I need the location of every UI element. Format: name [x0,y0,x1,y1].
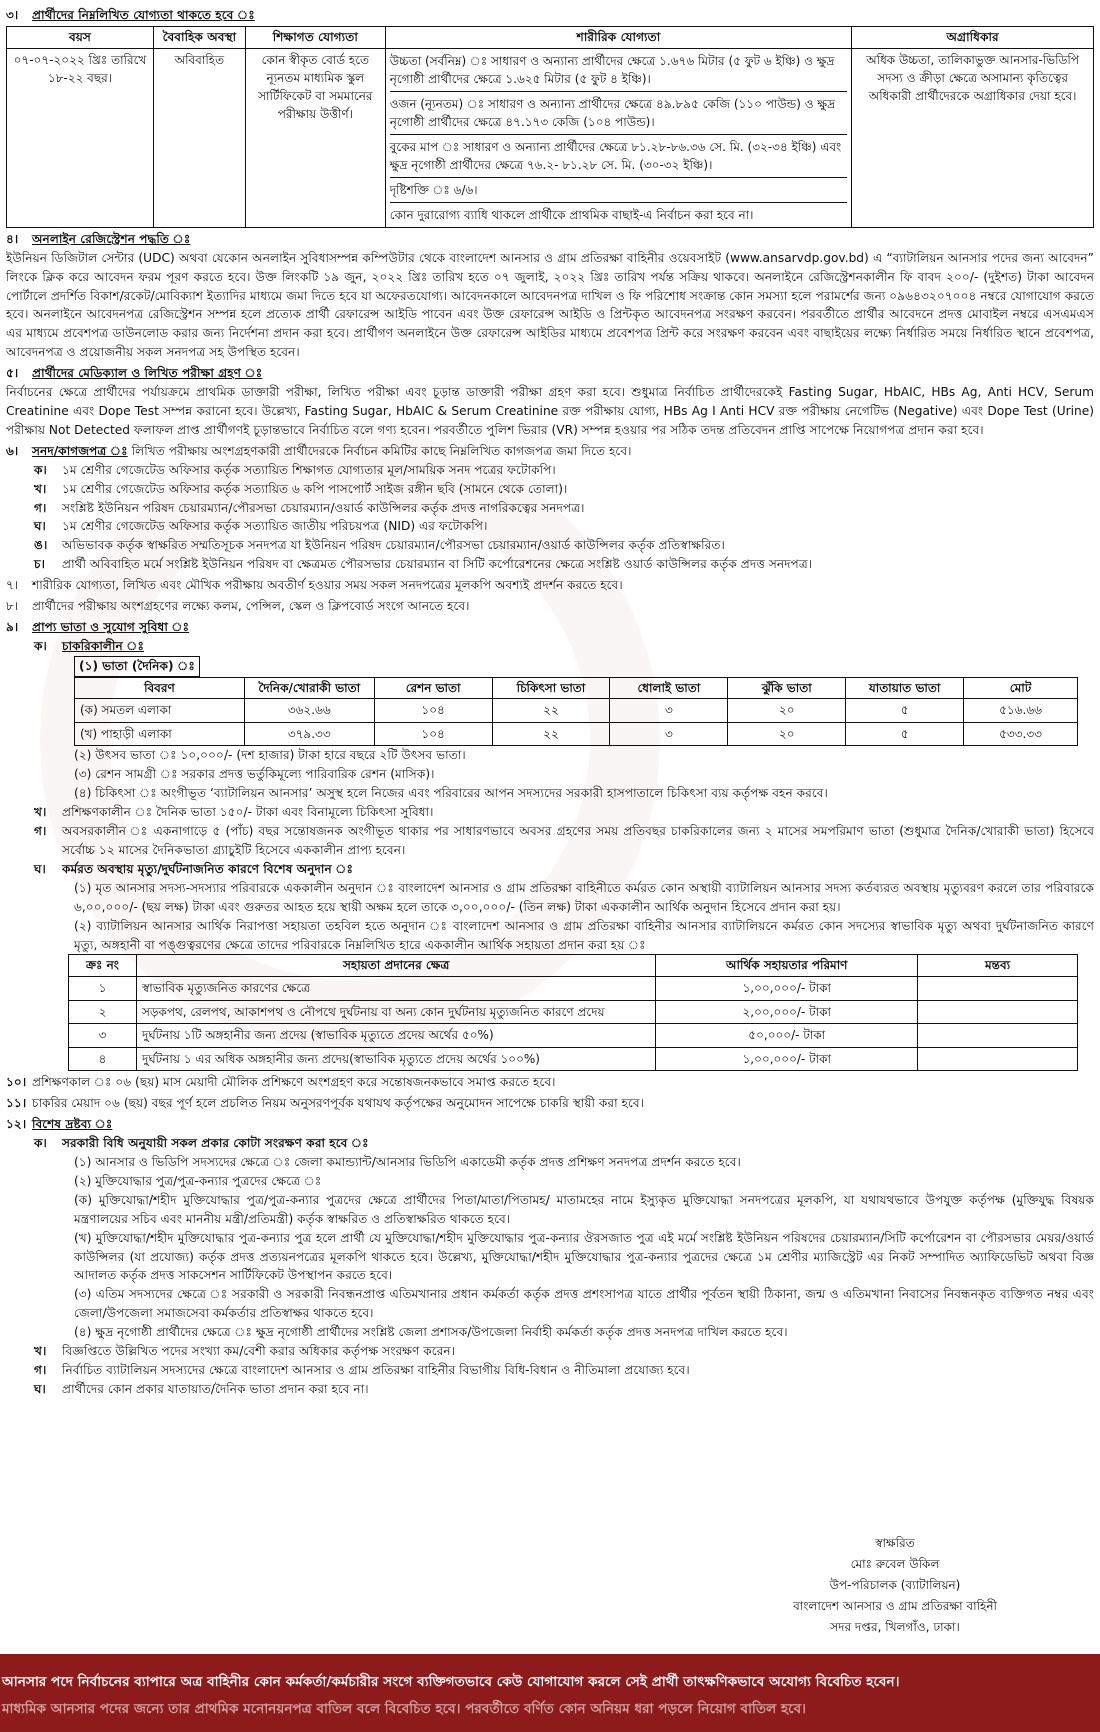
section-number: ১১। [6,1096,27,1111]
table-cell: ৩৬২.৬৬ [244,699,374,723]
item-text: ১ম শ্রেণীর গেজেটেড অফিসার কর্তৃক সত্যায়িত জাতীয় পরিচয়পত্র (NID) এর ফটোকপি। [62,519,488,534]
training-period-item [6,803,1094,822]
service-period-heading [6,637,1094,656]
table-cell: ২,০০,০০০/- টাকা [656,1000,918,1024]
quota-orphan: (৩) এতিম সদস্যদের ক্ষেত্রে ঃ সরকারী ও সরকারী নিবন্ধনপ্রাপ্ত এতিমখানার প্রধান কর্মকর্তা কর্তৃক প্রদত্ত প্রশংসাপত্র যাতে প্রার্থীর পূর্বতন স্থায়ী ঠিকানা, জন্ম ও এতিমখানা নিবাসের নিবন্ধনকৃত ব্যক্তিগত নম্বর এবং জেলা/উপজেলা সমাজসেবা কর্মকর্তার প্রতিস্বাক্ষর থাকতে হবে। [74,1287,1094,1321]
table-cell: দুর্ঘটনায় ১ এর অধিক অঙ্গহানীর জন্য প্রদেয়(স্বাভাবিক মৃত্যুতে প্রদেয় অর্থের ১০০%) [136,1047,655,1071]
table-header-row [69,955,1078,977]
death-grant-text: (১) মৃত আনসার সদস্য-সদস্যার পরিবারকে এককালীন অনুদান ঃ বাংলাদেশ আনসার ও গ্রাম প্রতিরক্ষা বাহিনীতে কর্মরত কোন অস্থায়ী ব্যাটালিয়ন আনসার সদস্য কর্তব্যরত অবস্থায় মৃত্যুবরণ করলে তার পরিবারকে ৬,০০,০০০/- (ছয় লক্ষ) টাকা এবং গুরুতর আহত হয়ে স্থায়ী অক্ষম হলে তাকে ৩,০০,০০০/- (তিন লক্ষ) টাকা এককালীন আর্থিক অনুদান হিসেবে প্রদান করা হয়। [74,880,1094,914]
quota-freedom-fighter: (২) মুক্তিযোদ্ধার পুত্র/পুত্র-কন্যার পুত্রদের ক্ষেত্রে ঃ [74,1173,322,1188]
table-cell: ৫৩৩.৩৩ [964,722,1078,746]
col-header: আর্থিক সহায়তার পরিমাণ [656,955,918,977]
item-title: চাকরিকালীন ঃ [62,638,145,653]
table-row [75,699,1078,723]
table-cell: (খ) পাহাড়ী এলাকা [75,722,245,746]
grant-table [68,954,1078,1071]
list-item [6,1380,1094,1399]
table-cell [918,1047,1078,1071]
item-text: সরকারী বিধি অনুযায়ী সকল প্রকার কোটা সংরক্ষণ করা হবে ঃ [62,1136,369,1151]
table-row [69,1047,1078,1071]
table-cell: ২২ [492,699,610,723]
item-text: অভিভাবক কর্তৃক স্বাক্ষরিত সম্মতিসূচক সনদপত্র যা ইউনিয়ন পরিষদ চেয়ারম্যান/পৌরসভা চেয়ারম্যান/ওয়ার্ড কাউন্সিলর কর্তৃক প্রতিস্বাক্ষরিত। [62,538,725,553]
section-text: প্রশিক্ষণকাল ঃ ০৬ (ছয়) মাস মেয়াদী মৌলিক প্রশিক্ষণে অংশগ্রহণ করে সন্তোষজনকভাবে সমাপ্ত করতে হবে। [32,1075,556,1090]
list-item [6,555,1094,574]
col-header: ক্রঃ নং [69,955,137,977]
circular-page [6,4,1094,1399]
table-header-row [75,677,1078,699]
allowance-title: (১) ভাতা (দৈনিক) ঃ [74,656,200,677]
section-title: প্রার্থীদের নিম্নলিখিত যোগ্যতা থাকতে হবে ঃ [32,8,255,22]
section-number: ৪। [6,231,19,246]
table-cell: ২ [69,1000,137,1024]
allowance-table [74,677,1078,747]
col-header-marital: বৈবাহিক অবস্থা [153,26,245,48]
ration-allowance: (৩) রেশন সামগ্রী ঃ সরকার প্রদত্ত ভর্তুকিমূল্যে পারিবারিক রেশন (মাসিক)। [74,767,435,782]
section-12-heading [6,1115,1094,1134]
section-title: অনলাইন রেজিস্ট্রেশন পদ্ধতি ঃ [32,231,191,246]
section-number: ১০। [6,1075,27,1090]
education-cell: কোন স্বীকৃত বোর্ড হতে ন্যূনতম মাধ্যমিক স্কুল সার্টিফিকেট বা সমমানের পরীক্ষায় উত্তীর্ণ। [245,48,385,227]
item-text: প্রার্থীদের কোন প্রকার যাতায়াত/দৈনিক ভাতা প্রদান করা হবে না। [62,1381,369,1396]
section-7 [6,576,1094,595]
item-text: বিজ্ঞপ্তিতে উল্লিখিত পদের সংখ্যা কম/বেশী করার অধিকার কর্তৃপক্ষ সংরক্ষণ করেন। [62,1344,456,1359]
item-key: গ। [34,1362,47,1377]
col-header-age: বয়স [7,26,154,48]
table-cell: ৩৭৯.৩৩ [244,722,374,746]
table-cell: ৩ [610,699,728,723]
item-key: ঙ। [34,538,48,553]
list-item [6,536,1094,555]
signatory-name: মোঃ রুবেল উকিল [850,1557,940,1571]
section-number: ৯। [6,619,19,634]
col-header-physical: শারীরিক যোগ্যতা [385,26,851,48]
marital-cell: অবিবাহিত [153,48,245,227]
item-key: ক। [34,1136,47,1151]
online-registration-text: ইউনিয়ন ডিজিটাল সেন্টার (UDC) অথবা যেকোন অনলাইন সুবিধাসম্পন্ন কম্পিউটার থেকে বাংলাদেশ আনসার ও গ্রাম প্রতিরক্ষা বাহিনীর ওয়েবসাইট (www.ansarvdp.gov.bd) এ “ব্যাটালিয়ন আনসার পদের জন্য আবেদন” লিংকে ক্লিক করে আবেদন ফরম পূরণ করতে হবে। উক্ত লিংকটি ১৯ জুন, ২০২২ খ্রিঃ তারিখ হতে ০৭ জুলাই, ২০২২ খ্রিঃ তারিখ পর্যন্ত সক্রিয় থাকবে। অনলাইনে রেজিস্ট্রেশনকালীন ফি বাবদ ২০০/- (দুইশত) টাকা আবেদন পোর্টালে প্রদর্শিত বিকাশ/রকেট/মোবিক্যাশ ইত্যাদির মাধ্যমে জমা দিতে হবে যা অফেরতযোগ্য। আবেদনকালে আবেদনপত্র দাখিল ও ফি পরিশোধ সংক্রান্ত কোন সমস্যা হলে পরামর্শের জন্য ০৯৬৪৩২০৭০০৪ নম্বরে যোগাযোগ করতে হবে। অনলাইনে আবেদনপত্র রেজিস্ট্রেশন সম্পন্ন হলে প্রত্যেক প্রার্থী রেফারেন্স আইডি পাবেন এবং উক্ত রেফারেন্স আইডি ও প্রিন্টকৃত আবেদনপত্র সংরক্ষণ করবেন। পরবর্তীতে প্রার্থীর আবেদনে প্রদত্ত মোবাইল নম্বরে এসএমএস এর মাধ্যমে প্রবেশপত্র ডাউনলোড করার জন্য নির্দেশনা প্রদান করা হবে। প্রার্থীগণ অনলাইনে উক্ত রেফারেন্স আইডির মাধ্যমে প্রবেশপত্র প্রিন্ট করে সংরক্ষণ করবেন এবং বাছাইয়ের লক্ষ্যে নির্ধারিত সময়ে নির্ধারিত স্থানে প্রবেশপত্র, আবেদনপত্র ও প্রয়োজনীয় সকল সনদপত্র সহ উপস্থিত হবেন। [6,250,1094,360]
physical-cell [385,48,851,227]
special-grant-heading [6,860,1094,879]
height-requirement: উচ্চতা (সর্বনিম্ন) ঃ সাধারণ ও অন্যান্য প্রার্থীদের ক্ষেত্রে ১.৬৭৬ মিটার (৫ ফুট ৬ ইঞ্চি) ও ক্ষুদ্র নৃগোষ্ঠী প্রার্থীদের ক্ষেত্রে ১.৬২৫ মিটার (৫ ফুট ৪ ইঞ্চি)। [390,49,847,92]
table-cell: ১০৪ [374,699,492,723]
item-key: ঘ। [34,519,46,534]
col-header: দৈনিক/খোরাকী ভাতা [244,677,374,699]
col-header: চিকিৎসা ভাতা [492,677,610,699]
eyesight-requirement: দৃষ্টিশক্তি ঃ ৬/৬। [390,178,847,203]
item-text: প্রার্থী অবিবাহিত মর্মে সংশ্লিষ্ট ইউনিয়ন পরিষদ বা ক্ষেত্রমত পৌরসভার চেয়ারম্যান বা সিটি কর্পোরেশনের ক্ষেত্রে সংশ্লিষ্ট ওয়ার্ড কাউন্সিলর কর্তৃক প্রদত্ত সনদপত্র। [62,557,813,572]
section-9-heading [6,618,1094,637]
medical-exam-text: নির্বাচনের ক্ষেত্রে প্রার্থীদের পর্যায়ক্রমে প্রাথমিক ডাক্তারী পরীক্ষা, লিখিত পরীক্ষা এবং চূড়ান্ত ডাক্তারী পরীক্ষা গ্রহণ করা হবে। শুধুমাত্র নির্বাচিত প্রার্থীদেরকেই Fasting Sugar, HbAIC, HBs Ag, Anti HCV, Serum Creatinine এবং Dope Test সম্পন্ন করানো হবে। উল্লেখ্য, Fasting Sugar, HbAIC & Serum Creatinine রক্ত পরীক্ষায় যোগ্য, HBs Ag I Anti HCV রক্ত পরীক্ষায় নেগেটিভ (Negative) এবং Dope Test (Urine) পরীক্ষায় Not Detected ফলাফল প্রাপ্ত প্রার্থীগণই চূড়ান্তভাবে নির্বাচিত বলে গণ্য হবেন। পরবর্তীতে পুলিশ ভিরার (VR) সম্পন্ন হওয়ার পর সঠিক তদন্ত প্রতিবেদন প্রাপ্তি সাপেক্ষে নিয়োগপত্র প্রদান করা হবে। [6,385,1094,437]
grant-table-wrap [6,954,1094,1071]
section-10 [6,1073,1094,1092]
warning-footer [0,1654,1100,1732]
col-header: ঝুঁকি ভাতা [728,677,846,699]
documents-list [6,461,1094,574]
section-title: প্রার্থীদের মেডিক্যাল ও লিখিত পরীক্ষা গ্রহণ ঃ [32,366,263,381]
item-key: ক। [34,638,47,653]
list-item [6,480,1094,499]
col-header: বিবরণ [75,677,245,699]
item-key: গ। [34,500,47,515]
welfare-grant-text: (২) ব্যাটালিয়ন আনসার আর্থিক নিরাপত্তা সহায়তা তহবিল হতে অনুদান ঃ বাংলাদেশ আনসার ও গ্রাম প্রতিরক্ষা বাহিনীর আনসার ব্যাটালিয়নে কর্মরত কোন সদস্যের স্বাভাবিক মৃত্যু অথবা দুর্ঘটনাজনিত কারণে মৃত্যু, অঙ্গহানী বা পঙ্গুত্বরণের ক্ষেত্রে তাদের পরিবারকে নিম্নলিখিত হারে এককালীন আর্থিক সহায়তা প্রদান করা হয় ঃ [74,918,1094,952]
table-cell: ২২ [492,722,610,746]
signature-label: স্বাক্ষরিত [875,1536,915,1550]
col-header: রেশন ভাতা [374,677,492,699]
list-item [6,1361,1094,1380]
table-cell: ২০ [728,699,846,723]
signatory-organization: বাংলাদেশ আনসার ও গ্রাম প্রতিরক্ষা বাহিনী [793,1599,997,1613]
table-cell: ১,০০,০০০/- টাকা [656,1047,918,1071]
section-text: শারীরিক যোগ্যতা, লিখিত এবং মৌখিক পরীক্ষায় অবতীর্ণ হওয়ার সময় সকল সনদপত্রের মূলকপি অবশ্যই প্রদর্শন করতে হবে। [32,578,623,593]
table-row [75,722,1078,746]
col-header: ধোলাই ভাতা [610,677,728,699]
section-text: প্রার্থীদের পরীক্ষায় অংশগ্রহণের লক্ষ্যে কলম, পেন্সিল, স্কেল ও ক্লিপবোর্ড সংগে আনতে হবে। [32,599,470,614]
table-cell: স্বাভাবিক মৃত্যুজনিত কারণের ক্ষেত্রে [136,977,655,1001]
section-number: ৬। [6,443,19,458]
item-text: ১ম শ্রেণীর গেজেটেড অফিসার কর্তৃক সত্যায়িত শিক্ষাগত যোগ্যতার মূল/সাময়িক সনদ পত্রের ফটোকপি। [62,462,556,477]
table-cell [918,1000,1078,1024]
table-cell: দুর্ঘটনায় ১টি অঙ্গহানীর জন্য প্রদেয় (স্বাভাবিক মৃত্যুতে প্রদেয় অর্থের ৫০%) [136,1024,655,1048]
table-row [69,1000,1078,1024]
signature-block [760,1533,1030,1638]
section-6-heading [6,442,1094,461]
quota-ethnic: (৪) ক্ষুদ্র নৃগোষ্ঠী প্রার্থীদের ক্ষেত্রে ঃ ক্ষুদ্র নৃগোষ্ঠী প্রার্থীদের সংশ্লিষ্ট জেলা প্রশাসক/উপজেলা নির্বাহী কর্মকর্তা কর্তৃক প্রদত্ত সনদপত্র দাখিল করতে হবে। [74,1325,788,1340]
footer-warning-line-cut: মাধ্যমিক আনসার পদের জন্যে তার প্রাথমিক মনোনয়নপত্র বাতিল বলে বিবেচিত হবে। পরবর্তীতে বর্ণিত কোন অনিয়ম ধরা পড়লে নিয়োগ বাতিল হবে। [2,1701,807,1718]
item-key: খ। [34,1344,47,1359]
table-cell: ৫০,০০০/- টাকা [656,1024,918,1048]
list-item [6,461,1094,480]
item-key: খ। [34,481,47,496]
age-cell: ০৭-০৭-২০২২ খ্রিঃ তারিখে ১৮-২২ বছর। [7,48,154,227]
table-cell: ১ [69,977,137,1001]
col-header: সহায়তা প্রদানের ক্ষেত্র [136,955,655,977]
table-row [69,1024,1078,1048]
item-key: গ। [34,824,47,839]
table-row [69,977,1078,1001]
item-key: ক। [34,462,47,477]
list-item [6,517,1094,536]
signatory-address: সদর দপ্তর, খিলগাঁও, ঢাকা। [830,1620,960,1634]
table-row [7,48,1094,227]
list-item [6,499,1094,518]
quota-ansar: (১) আনসার ও ভিডিপি সদস্যদের ক্ষেত্রে ঃ জেলা কমান্ড্যান্ট/আনসার ভিডিপি একাডেমী কর্তৃক প্রদত্ত প্রশিক্ষণ সনদপত্র প্রদর্শন করতে হবে। [74,1155,741,1169]
table-cell: ২০ [728,722,846,746]
table-cell: ৫ [846,699,964,723]
section-text: চাকরির মেয়াদ ০৬ (ছয়) বছর পূর্ণ হলে প্রচলিত নিয়ম অনুসরণপূর্বক যথাযথ কর্তৃপক্ষের অনুমোদন সাপেক্ষে চাকরি স্থায়ী করা হবে। [32,1096,644,1111]
section-lead: লিখিত পরীক্ষায় অংশগ্রহণকারী প্রার্থীদেরকে নির্বাচন কমিটির কাছে নিম্নলিখিত কাগজপত্র জমা দিতে হবে। [131,443,632,458]
table-cell: সড়কপথ, রেলপথ, আকাশপথ ও নৌপথে দুর্ঘটনায় বা অন্য কোন দুর্ঘটনায় মৃত্যুজনিত কারণে প্রদেয় [136,1000,655,1024]
section-8 [6,597,1094,616]
item-text: প্রশিক্ষণকালীন ঃ দৈনিক ভাতা ১৫০/- টাকা এবং বিনামূল্যে চিকিৎসা সুবিধা। [62,805,434,820]
section-number: ১২। [6,1117,27,1132]
item-text: সংশ্লিষ্ট ইউনিয়ন পরিষদ চেয়ারম্যান/পৌরসভা চেয়ারম্যান/ওয়ার্ড কাউন্সিলর কর্তৃক প্রদত্ত নাগরিকত্বের সনদপত্র। [62,500,585,515]
col-header-priority: অগ্রাধিকার [852,26,1094,48]
section-title: সনদ/কাগজপত্র ঃ [32,443,128,458]
col-header: মন্তব্য [918,955,1078,977]
table-cell [918,1024,1078,1048]
table-cell: ১,০০,০০০/- টাকা [656,977,918,1001]
qualification-table [6,26,1094,228]
table-cell [918,977,1078,1001]
section-5-heading [6,364,1094,383]
section-number: ৮। [6,599,19,614]
table-cell: ৩ [69,1024,137,1048]
item-key: ঘ। [34,1381,46,1396]
quota-freedom-fighter-a: (ক) মুক্তিযোদ্ধা/শহীদ মুক্তিযোদ্ধার পুত্র/পুত্র-কন্যার পুত্রদের ক্ষেত্রে প্রার্থীদের পিতা/মাতা/পিতামহ/ মাতামহের নামে ইস্যুকৃত মুক্তিযোদ্ধা সনদপত্রের মূলকপি, যা যথাযথভাবে উপযুক্ত কর্তৃপক্ষ (মুক্তিযুদ্ধ বিষয়ক মন্ত্রণালয়ের সচিব এবং মাননীয় মন্ত্রী/প্রতিমন্ত্রী) কর্তৃক স্বাক্ষরিত ও প্রতিস্বাক্ষরিত থাকতে হবে। [74,1192,1094,1226]
quota-item [6,1134,1094,1153]
footer-warning-line: আনসার পদে নির্বাচনের ব্যাপারে অত্র বাহিনীর কোন কর্মকর্তা/কর্মচারীর সংগে ব্যক্তিগতভাবে কেউ যোগাযোগ করলে সেই প্রার্থী তাৎক্ষণিকভাবে অযোগ্য বিবেচিত হবেন। [2,1674,900,1690]
col-header-education: শিক্ষাগত যোগ্যতা [245,26,385,48]
section-number: ৭। [6,578,19,593]
quota-freedom-fighter-b: (খ) মুক্তিযোদ্ধা/শহীদ মুক্তিযোদ্ধার পুত্র-কন্যার পুত্র হলে প্রার্থী যে মুক্তিযোদ্ধা/শহীদ মুক্তিযোদ্ধার পুত্র-কন্যার ঔরসজাত পুত্র এই মর্মে সংশ্লিষ্ট ইউনিয়ন পরিষদের চেয়ারম্যান/সিটি কর্পোরেশন বা পৌরসভার মেয়র/ওয়ার্ড কাউন্সিলর (যা প্রযোজ্য) কর্তৃক প্রদত্ত প্রত্যয়নপত্রের মূলকপি থাকতে হবে। উল্লেখ্য, মুক্তিযোদ্ধা/শহীদ মুক্তিযোদ্ধার পুত্র-কন্যার পুত্রদের ক্ষেত্রে ১ম শ্রেণীর ম্যাজিস্ট্রেট এর নিকট সম্পাদিত অ্যাফিডেভিট অথবা বিজ্ঞ আদালত কর্তৃক প্রদত্ত সাকসেশন সার্টিফিকেট উপস্থাপন করতে হবে। [74,1230,1094,1283]
item-key: চ। [34,557,45,572]
section-number: ৫। [6,366,19,381]
section-title: বিশেষ দ্রষ্টব্য ঃ [32,1117,113,1132]
section-number: ৩। [6,8,19,22]
disease-note: কোন দুরারোগ্য ব্যাধি থাকলে প্রার্থীকে প্রাথমিক বাছাই-এ নির্বাচন করা হবে না। [389,207,754,222]
table-cell: ৫ [846,722,964,746]
col-header: মোট [964,677,1078,699]
medical-allowance: (৪) চিকিৎসা ঃ অংগীভূত ‘ব্যাটালিয়ন আনসার’ অসুস্থ হলে নিজের এবং পরিবারের আপন সদস্যদের সরকারী হাসপাতালে চিকিৎসা ব্যয় কর্তৃপক্ষ বহন করবে। [74,786,828,801]
table-cell: ৩ [610,722,728,746]
table-header-row [7,26,1094,48]
allowance-block [6,656,1094,747]
chest-requirement: বুকের মাপ ঃ সাধারণ ও অন্যান্য প্রার্থীদের ক্ষেত্রে ৮১.২৮-৮৬.৩৬ সে. মি. (৩২-৩৪ ইঞ্চি) এবং ক্ষুদ্র নৃগোষ্ঠী প্রার্থীদের ক্ষেত্রে ৭৬.২- ৮১.২৮ সে. মি. (৩০-৩২ ইঞ্চি)। [390,135,847,178]
signatory-designation: উপ-পরিচালক (ব্যাটালিয়ন) [829,1578,961,1592]
section-title: প্রাপ্য ভাতা ও সুযোগ সুবিধা ঃ [32,619,190,634]
item-text: অবসরকালীন ঃ একনাগাড়ে ৫ (পাঁচ) বছর সন্তোষজনক অংগীভূত থাকার পর সাধারণভাবে অবসর গ্রহণের সময় প্রতিবছর চাকরিকালের জন্য ২ মাসের সমপরিমাণ ভাতা (শুধুমাত্র দৈনিক/খোরাকী ভাতা) হিসেবে সর্বোচ্চ ১২ মাসের দৈনিকভাতা গ্র্যাচুইটি হিসেবে এককালীন প্রাপ্য হবেন। [62,824,1094,857]
table-cell: (ক) সমতল এলাকা [75,699,245,723]
section-3-heading [6,6,1094,25]
table-cell: ৪ [69,1047,137,1071]
priority-cell: অধিক উচ্চতা, তালিকাভুক্ত আনসার-ভিডিপি সদস্য ও ক্রীড়া ক্ষেত্রে অসামান্য কৃতিত্বের অধিকারী প্রার্থীদেরকে অগ্রাধিকার দেয়া হবে। [852,48,1094,227]
item-key: ঘ। [34,861,46,876]
retirement-item [6,822,1094,860]
item-key: খ। [34,805,47,820]
table-cell: ৫১৬.৬৬ [964,699,1078,723]
table-cell: ১০৪ [374,722,492,746]
section-11 [6,1094,1094,1113]
item-text: ১ম শ্রেণীর গেজেটেড অফিসার কর্তৃক সত্যায়িত ৬ কপি পাসপোর্ট সাইজ রঙ্গীন ছবি (সামনে থেকে তোলা)। [62,481,568,496]
section-4-heading [6,230,1094,249]
item-title: কর্মরত অবস্থায় মৃত্যু/দুর্ঘটনাজনিত কারণে বিশেষ অনুদান ঃ [62,861,354,876]
list-item [6,1342,1094,1361]
col-header: যাতায়াত ভাতা [846,677,964,699]
festival-allowance: (২) উৎসব ভাতা ঃ ১০,০০০/- (দশ হাজার) টাকা হারে বছরে ২টি উৎসব ভাতা। [74,748,466,763]
item-text: নির্বাচিত ব্যাটালিয়ন সদস্যদের ক্ষেত্রে বাংলাদেশ আনসার ও গ্রাম প্রতিরক্ষা বাহিনীর বিভাগীয় বিধি-বিধান ও নীতিমালা প্রযোজ্য হবে। [62,1362,690,1377]
weight-requirement: ওজন (ন্যূনতম) ঃ সাধারণ ও অন্যান্য প্রার্থীদের ক্ষেত্রে ৪৯.৮৯৫ কেজি (১১০ পাউন্ড) ও ক্ষুদ্র নৃগোষ্ঠী প্রার্থীদের ক্ষেত্রে ৪৭.১৭৩ কেজি (১০৪ পাউন্ড)। [390,92,847,135]
